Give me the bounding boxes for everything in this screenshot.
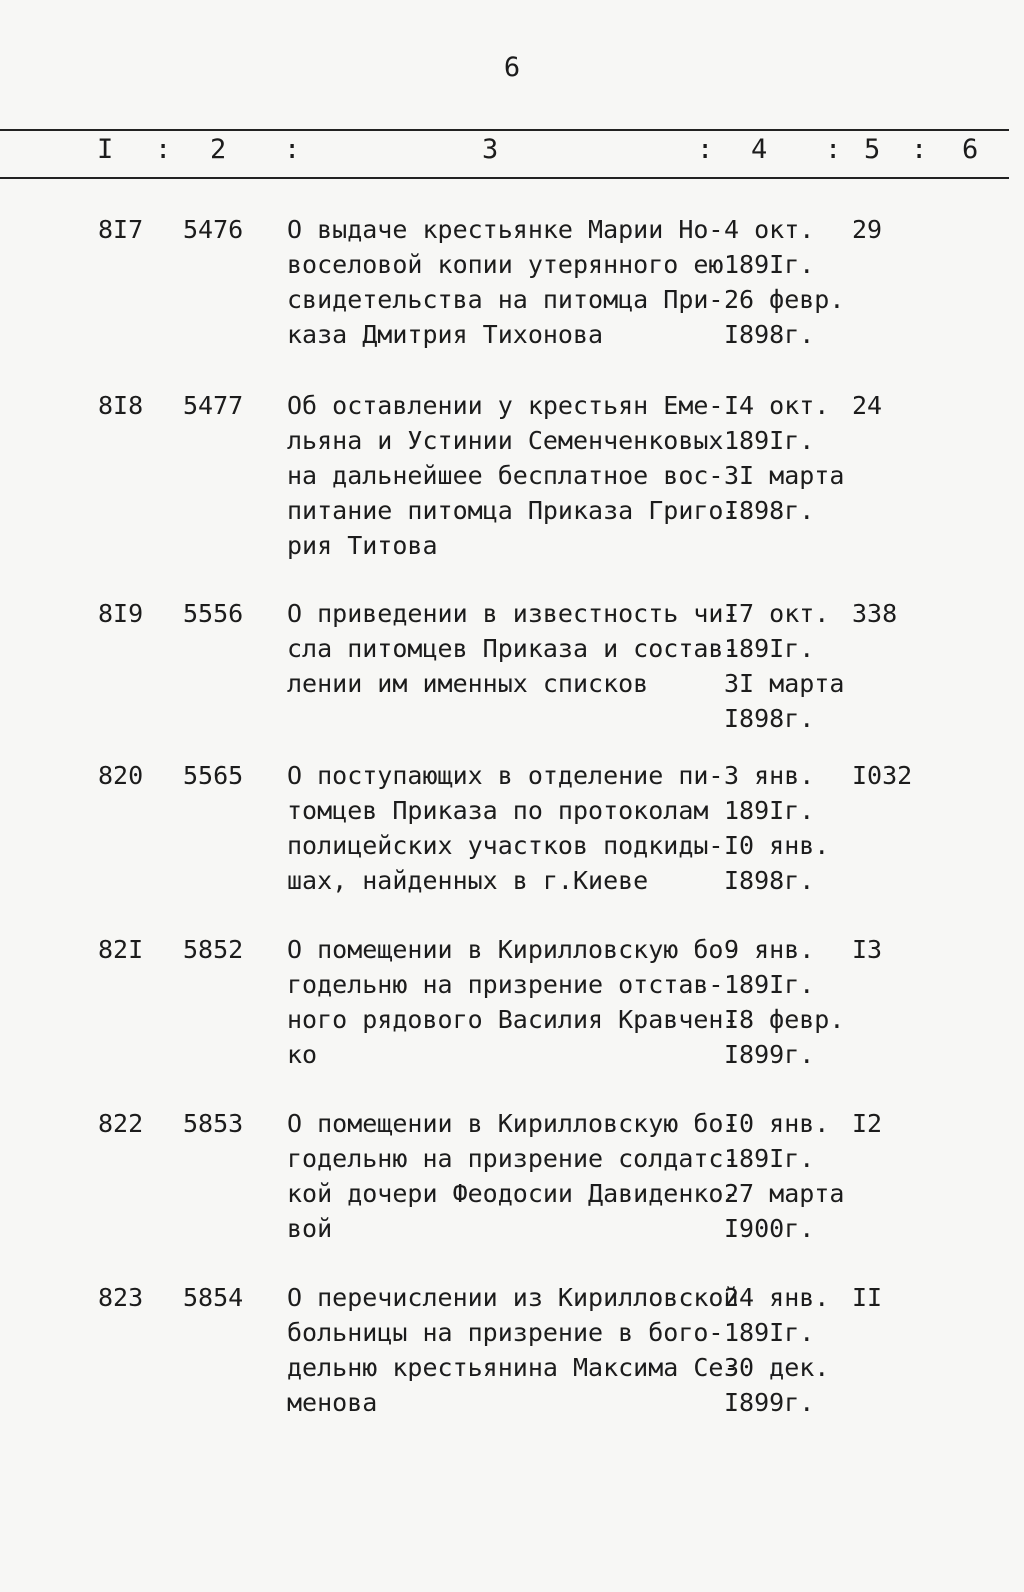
- record-dates: [724, 212, 854, 352]
- sheet-count: 24: [852, 391, 883, 420]
- date-line: 189Iг.: [724, 250, 815, 279]
- date-line: I899г.: [724, 1040, 815, 1069]
- header-col-1: I: [97, 134, 114, 165]
- record-dates: [724, 596, 854, 736]
- title-line: ко: [287, 1040, 318, 1069]
- title-line: годельню на призрение отстав-: [287, 970, 724, 999]
- record-number: 8I7: [98, 215, 144, 244]
- date-line: I7 окт.: [724, 599, 830, 628]
- title-line: годельню на призрение солдатс-: [287, 1144, 739, 1173]
- title-line: О выдаче крестьянке Марии Но-: [287, 215, 724, 244]
- date-line: 9 янв.: [724, 935, 815, 964]
- title-line: питание питомца Приказа Григо-: [287, 496, 739, 525]
- title-line: шах, найденных в г.Киеве: [287, 866, 649, 895]
- title-line: каза Дмитрия Тихонова: [287, 320, 604, 349]
- title-line: О перечислении из Кирилловской: [287, 1283, 739, 1312]
- title-line: О помещении в Кирилловскую бо-: [287, 935, 739, 964]
- record-title: [287, 1280, 739, 1420]
- date-line: 24 янв.: [724, 1283, 830, 1312]
- sheet-count: 338: [852, 599, 898, 628]
- header-col-2: 2: [210, 134, 227, 165]
- title-line: лении им именных списков: [287, 669, 649, 698]
- sheet-count: 29: [852, 215, 883, 244]
- record-title: [287, 212, 727, 352]
- title-line: свидетельства на питомца При-: [287, 285, 724, 314]
- file-number: 5476: [183, 215, 244, 244]
- record-number: 8I8: [98, 391, 144, 420]
- record-title: [287, 388, 739, 563]
- title-line: О приведении в известность чи-: [287, 599, 739, 628]
- title-line: полицейских участков подкиды-: [287, 831, 724, 860]
- date-line: I4 окт.: [724, 391, 830, 420]
- title-line: ного рядового Василия Кравчен-: [287, 1005, 739, 1034]
- date-line: I898г.: [724, 704, 815, 733]
- sheet-count: I2: [852, 1109, 883, 1138]
- sheet-count: II: [852, 1283, 883, 1312]
- title-line: вой: [287, 1214, 333, 1243]
- file-number: 5853: [183, 1109, 244, 1138]
- record-title: [287, 758, 727, 898]
- record-title: [287, 1106, 739, 1246]
- file-number: 5852: [183, 935, 244, 964]
- record-number: 820: [98, 761, 144, 790]
- title-line: льяна и Устинии Семенченковых: [287, 426, 724, 455]
- title-line: О поступающих в отделение пи-: [287, 761, 724, 790]
- date-line: 189Iг.: [724, 426, 815, 455]
- title-line: сла питомцев Приказа и состав-: [287, 634, 739, 663]
- date-line: I0 янв.: [724, 831, 830, 860]
- record-dates: [724, 932, 854, 1072]
- date-line: I8 февр.: [724, 1005, 845, 1034]
- header-separator: :: [911, 134, 928, 165]
- date-line: 189Iг.: [724, 634, 815, 663]
- header-separator: :: [825, 134, 842, 165]
- title-line: на дальнейшее бесплатное вос-: [287, 461, 724, 490]
- title-line: Об оставлении у крестьян Еме-: [287, 391, 724, 420]
- date-line: 4 окт.: [724, 215, 815, 244]
- date-line: I898г.: [724, 320, 815, 349]
- date-line: 189Iг.: [724, 1144, 815, 1173]
- file-number: 5854: [183, 1283, 244, 1312]
- record-dates: [724, 1280, 854, 1420]
- record-title: [287, 932, 739, 1072]
- date-line: 3I марта: [724, 461, 845, 490]
- date-line: I899г.: [724, 1388, 815, 1417]
- date-line: 189Iг.: [724, 1318, 815, 1347]
- title-line: воселовой копии утерянного ею: [287, 250, 724, 279]
- record-title: [287, 596, 739, 701]
- header-separator: :: [284, 134, 301, 165]
- sheet-count: I032: [852, 761, 913, 790]
- date-line: 3 янв.: [724, 761, 815, 790]
- date-line: 27 марта: [724, 1179, 845, 1208]
- header-col-4: 4: [751, 134, 768, 165]
- date-line: 3I марта: [724, 669, 845, 698]
- page-number: 6: [503, 52, 521, 83]
- title-line: рия Титова: [287, 531, 438, 560]
- header-top-rule: [0, 129, 1009, 131]
- date-line: 30 дек.: [724, 1353, 830, 1382]
- title-line: менова: [287, 1388, 378, 1417]
- date-line: I0 янв.: [724, 1109, 830, 1138]
- date-line: 26 февр.: [724, 285, 845, 314]
- record-dates: [724, 388, 854, 528]
- header-col-5: 5: [864, 134, 881, 165]
- date-line: I898г.: [724, 866, 815, 895]
- header-separator: :: [697, 134, 714, 165]
- date-line: I900г.: [724, 1214, 815, 1243]
- date-line: I898г.: [724, 496, 815, 525]
- date-line: 189Iг.: [724, 796, 815, 825]
- file-number: 5556: [183, 599, 244, 628]
- record-dates: [724, 1106, 854, 1246]
- record-number: 823: [98, 1283, 144, 1312]
- title-line: кой дочери Феодосии Давиденко-: [287, 1179, 739, 1208]
- title-line: О помещении в Кирилловскую бо-: [287, 1109, 739, 1138]
- header-separator: :: [155, 134, 172, 165]
- file-number: 5565: [183, 761, 244, 790]
- record-number: 82I: [98, 935, 144, 964]
- header-col-6: 6: [962, 134, 979, 165]
- title-line: дельню крестьянина Максима Се-: [287, 1353, 739, 1382]
- header-bottom-rule: [0, 177, 1009, 179]
- record-number: 8I9: [98, 599, 144, 628]
- record-dates: [724, 758, 854, 898]
- date-line: 189Iг.: [724, 970, 815, 999]
- sheet-count: I3: [852, 935, 883, 964]
- title-line: томцев Приказа по протоколам: [287, 796, 709, 825]
- record-number: 822: [98, 1109, 144, 1138]
- file-number: 5477: [183, 391, 244, 420]
- header-col-3: 3: [482, 134, 499, 165]
- title-line: больницы на призрение в бого-: [287, 1318, 724, 1347]
